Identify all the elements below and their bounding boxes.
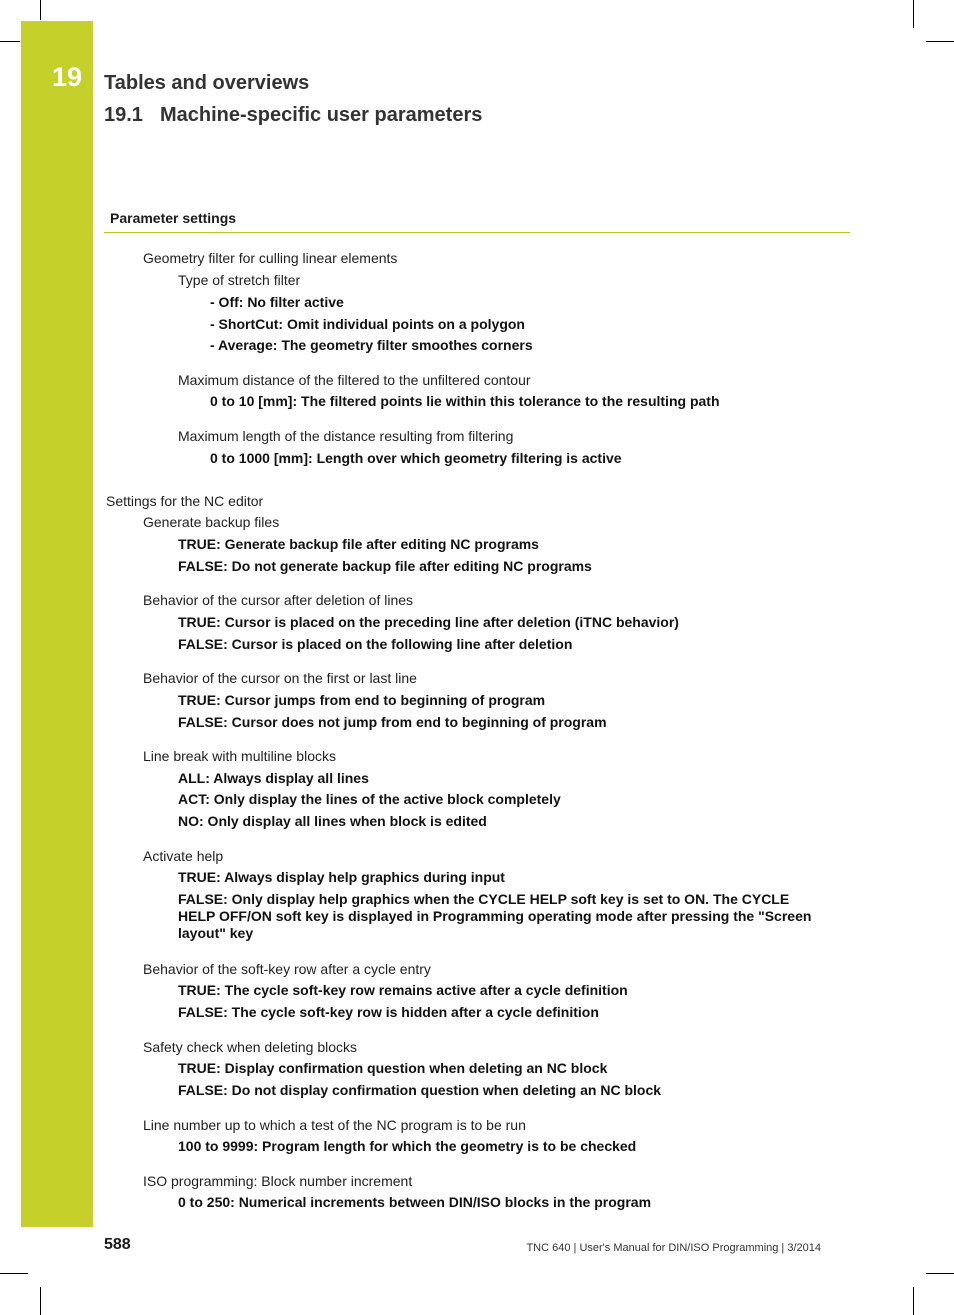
parameter-option: - ShortCut: Omit individual points on a polygon xyxy=(210,316,525,332)
parameter-label: Behavior of the cursor after deletion of lines xyxy=(143,592,414,608)
parameter-label: Behavior of the soft-key row after a cycle entry xyxy=(143,961,431,977)
chapter-title: Tables and overviews xyxy=(104,72,310,94)
parameter-option: FALSE: Cursor does not jump from end to beginning of program xyxy=(178,714,607,730)
parameter-label: Activate help xyxy=(143,848,224,864)
parameter-option: FALSE: Do not display confirmation question when deleting an NC block xyxy=(178,1082,662,1098)
parameter-option: FALSE: Only display help graphics when the CYCLE HELP soft key is set to ON. The CYCLE HELP OFF/ON soft key is displayed in Programming operating mode after pressing the "Screen layout" key xyxy=(178,891,812,941)
parameter-option: 0 to 1000 [mm]: Length over which geometry filtering is active xyxy=(210,450,622,466)
parameter-label: Line number up to which a test of the NC program is to be run xyxy=(143,1117,526,1133)
parameter-option: NO: Only display all lines when block is edited xyxy=(178,813,487,829)
heading-divider xyxy=(104,232,850,233)
crop-mark xyxy=(913,0,914,28)
parameter-option: TRUE: Generate backup file after editing NC programs xyxy=(178,536,539,552)
parameter-option: 100 to 9999: Program length for which the geometry is to be checked xyxy=(178,1138,637,1154)
parameter-option: - Off: No filter active xyxy=(210,294,344,310)
parameter-option: FALSE: Cursor is placed on the following line after deletion xyxy=(178,636,573,652)
block-heading: Parameter settings xyxy=(110,210,237,226)
parameter-option: ACT: Only display the lines of the active block completely xyxy=(178,791,561,807)
parameter-option: ALL: Always display all lines xyxy=(178,770,369,786)
page-number: 588 xyxy=(104,1236,131,1253)
parameter-option: TRUE: The cycle soft-key row remains active after a cycle definition xyxy=(178,982,628,998)
manual-info: TNC 640 | User's Manual for DIN/ISO Programming | 3/2014 xyxy=(526,1242,821,1254)
parameter-option: - Average: The geometry filter smoothes corners xyxy=(210,337,533,353)
parameter-option: TRUE: Cursor jumps from end to beginning of program xyxy=(178,692,546,708)
parameter-label: ISO programming: Block number increment xyxy=(143,1173,413,1189)
parameter-option: FALSE: The cycle soft-key row is hidden after a cycle definition xyxy=(178,1004,599,1020)
section-title-text: Machine-specific user parameters xyxy=(160,104,483,126)
chapter-sidebar xyxy=(21,21,93,1227)
parameter-option: 0 to 250: Numerical increments between DIN/ISO blocks in the program xyxy=(178,1194,652,1210)
parameter-label: Maximum distance of the filtered to the unfiltered contour xyxy=(178,372,531,388)
parameter-option: TRUE: Display confirmation question when deleting an NC block xyxy=(178,1060,608,1076)
parameter-option: TRUE: Cursor is placed on the preceding line after deletion (iTNC behavior) xyxy=(178,614,679,630)
crop-mark xyxy=(0,1273,28,1274)
crop-mark xyxy=(926,1273,954,1274)
parameter-option: 0 to 10 [mm]: The filtered points lie within this tolerance to the resulting path xyxy=(210,393,720,409)
parameter-label: Type of stretch filter xyxy=(178,272,301,288)
crop-mark xyxy=(0,41,20,42)
crop-mark xyxy=(913,1287,914,1315)
parameter-label: Maximum length of the distance resulting from filtering xyxy=(178,428,514,444)
chapter-number: 19 xyxy=(52,62,83,92)
crop-mark xyxy=(40,0,41,20)
parameter-label: Settings for the NC editor xyxy=(106,493,264,509)
parameter-label: Behavior of the cursor on the first or last line xyxy=(143,670,417,686)
parameter-option: TRUE: Always display help graphics during input xyxy=(178,869,505,885)
crop-mark xyxy=(40,1287,41,1315)
parameter-label: Geometry filter for culling linear elements xyxy=(143,250,398,266)
parameter-label: Safety check when deleting blocks xyxy=(143,1039,358,1055)
parameter-label: Line break with multiline blocks xyxy=(143,748,336,764)
section-title xyxy=(104,104,482,127)
parameter-option: FALSE: Do not generate backup file after editing NC programs xyxy=(178,558,592,574)
parameter-label: Generate backup files xyxy=(143,514,280,530)
section-number: 19.1 xyxy=(104,104,143,126)
crop-mark xyxy=(926,41,954,42)
